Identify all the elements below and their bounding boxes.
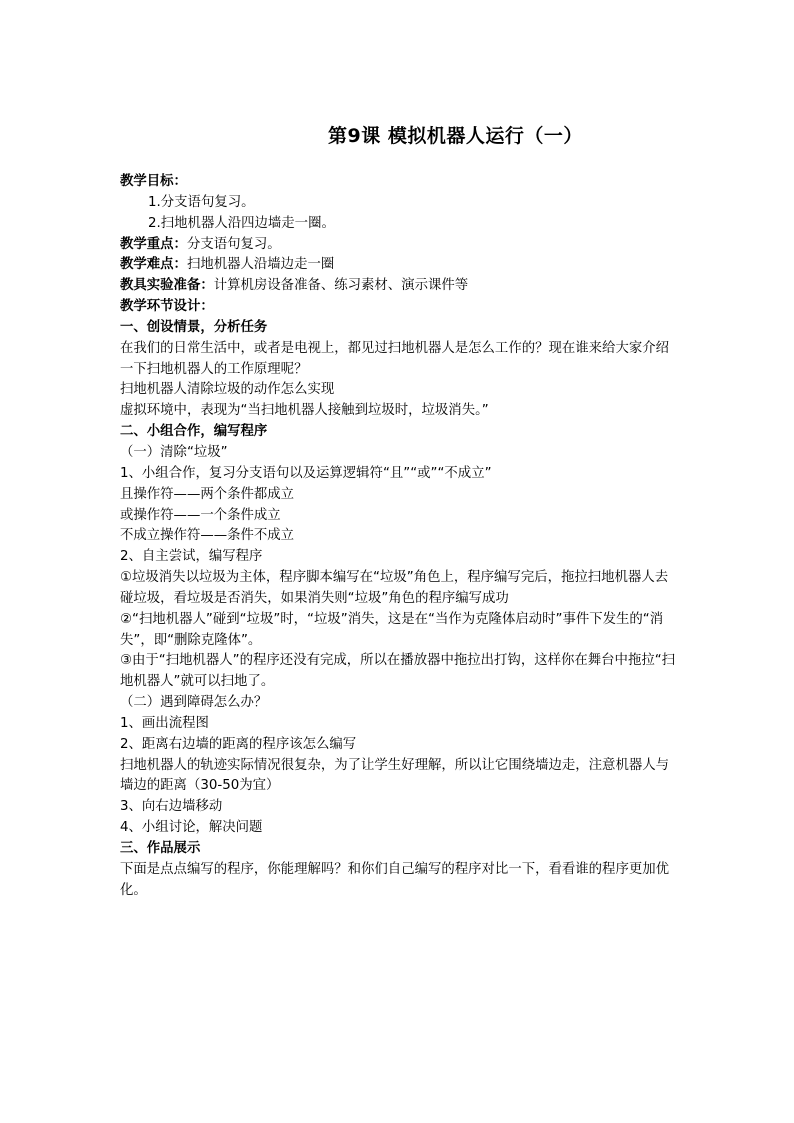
objective-item-1: 1.分支语句复习。 (148, 194, 255, 210)
section2-heading: 二、小组合作，编写程序 (120, 424, 268, 440)
sub2-step2: 2、距离右边墙的距离的程序该怎么编写 (120, 736, 357, 752)
design-heading: 教学环节设计： (120, 299, 214, 315)
section2-step1: 1、小组合作，复习分支语句以及运算逻辑符“且”“或”“不成立” (120, 465, 492, 481)
document-body (120, 172, 680, 902)
objectives-heading: 教学目标： (120, 174, 187, 189)
difficulty-line (120, 255, 680, 276)
section2-sub2: （二）遇到障碍怎么办？ (120, 695, 268, 711)
key-point-label: 教学重点： (120, 236, 187, 252)
section1-para2: 扫地机器人清除垃圾的动作怎么实现 (120, 382, 335, 398)
section1-heading: 一、创设情景，分析任务 (120, 319, 268, 335)
sub2-step1: 1、画出流程图 (120, 715, 209, 731)
materials-label: 教具实验准备： (120, 278, 214, 294)
sub2-step4: 4、小组讨论，解决问题 (120, 820, 263, 836)
section2-sub1: （一）清除“垃圾” (120, 444, 228, 460)
section3-heading: 三、作品展示 (120, 841, 201, 856)
key-point-line (120, 235, 680, 256)
objective-item-2: 2.扫地机器人沿四边墙走一圈。 (148, 215, 335, 231)
difficulty-text: 扫地机器人沿墙边走一圈 (186, 257, 335, 273)
key-point-text: 分支语句复习。 (186, 236, 281, 252)
circled-item-3: ③由于“扫地机器人”的程序还没有完成，所以在播放器中拖拉出打钩，这样你在舞台中拖拉“扫地机器人”就可以扫地了。 (120, 653, 676, 690)
not-operator-line: 不成立操作符——条件不成立 (120, 528, 295, 544)
materials-text: 计算机房设备准备、练习素材、演示课件等 (213, 278, 469, 294)
difficulty-label: 教学难点： (120, 257, 187, 273)
section3-text: 下面是点点编写的程序，你能理解吗？和你们自己编写的程序对比一下，看看谁的程序更加优化。 (120, 861, 670, 898)
and-operator-line: 且操作符——两个条件都成立 (120, 486, 295, 502)
or-operator-line: 或操作符——一个条件成立 (120, 507, 281, 523)
circled-item-1: ①垃圾消失以垃圾为主体，程序脚本编写在“垃圾”角色上，程序编写完后，拖拉扫地机器人去碰垃圾，看垃圾是否消失，如果消失则“垃圾”角色的程序编写成功 (120, 570, 669, 606)
circled-item-2: ②“扫地机器人”碰到“垃圾”时，“垃圾”消失，这是在“当作为克隆体启动时”事件下发生的“消失”，即“删除克隆体”。 (120, 611, 664, 648)
section1-para3: 虚拟环境中，表现为“当扫地机器人接触到垃圾时，垃圾消失。” (120, 403, 489, 419)
materials-line (120, 276, 680, 297)
lesson-title: 第9课 模拟机器人运行（一） (328, 125, 583, 147)
section1-para1: 在我们的日常生活中，或者是电视上，都见过扫地机器人是怎么工作的？现在谁来给大家介绍一下扫地机器人的工作原理呢？ (120, 340, 670, 377)
sub2-step2-text: 扫地机器人的轨迹实际情况很复杂，为了让学生好理解，所以让它围绕墙边走，注意机器人与墙边的距离（30-50为宜） (120, 757, 670, 794)
section2-step2: 2、自主尝试，编写程序 (120, 549, 263, 565)
sub2-step3: 3、向右边墙移动 (120, 799, 223, 815)
